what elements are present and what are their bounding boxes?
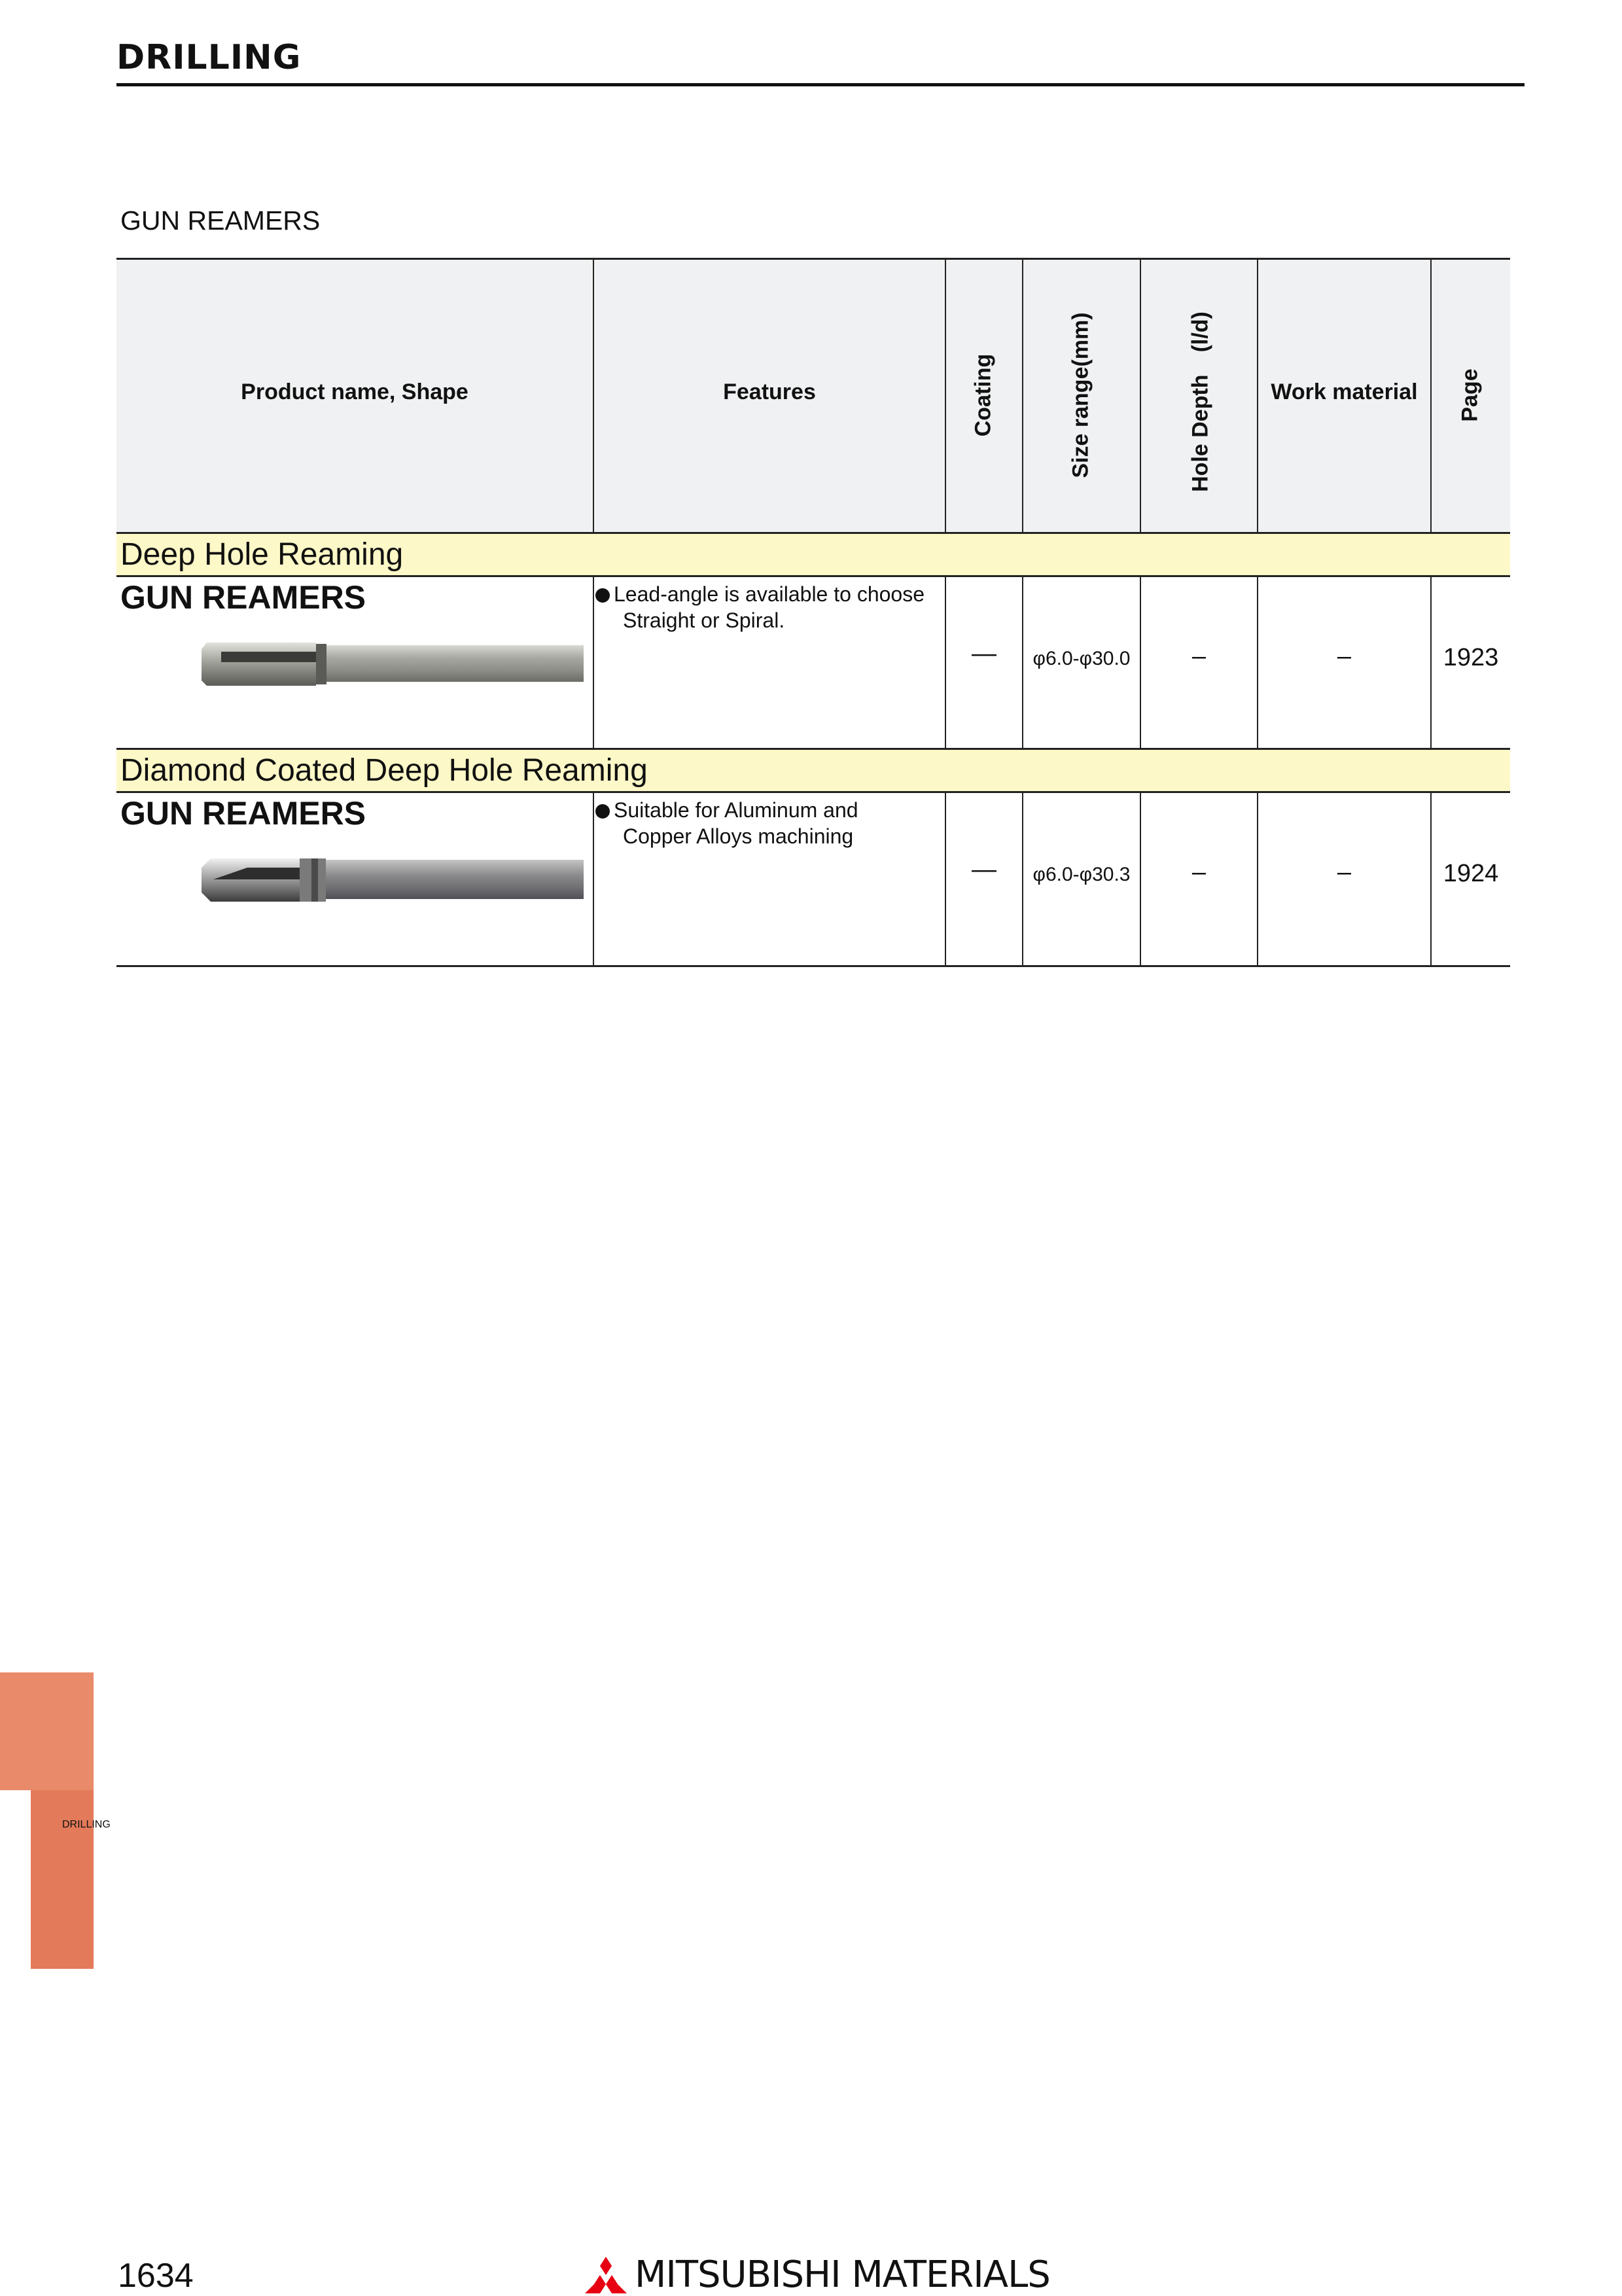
header-coating: Coating [970, 353, 996, 437]
column-rule [1022, 258, 1023, 533]
header-size-range: Size range(mm) [1068, 312, 1093, 478]
header-features: Features [723, 380, 816, 404]
gun-reamer-image [202, 637, 584, 691]
header-page: Page [1457, 368, 1483, 422]
table-rule [116, 258, 1510, 260]
material-value: – [1337, 643, 1352, 670]
diamond-gun-reamer-image [202, 853, 584, 907]
product-name: GUN REAMERS [120, 795, 366, 832]
bullet-icon [595, 804, 610, 819]
page-number: 1634 [118, 2257, 194, 2295]
column-rule [593, 791, 594, 966]
table-rule [116, 532, 1510, 534]
section-title: DRILLING [116, 38, 302, 77]
category-label: Deep Hole Reaming [120, 537, 404, 572]
category-label: Diamond Coated Deep Hole Reaming [120, 753, 648, 788]
brand-logo [585, 2253, 1050, 2296]
header-work-material: Work material [1271, 380, 1418, 404]
table-rule [116, 791, 1510, 793]
title-rule [116, 83, 1525, 86]
material-value: – [1337, 858, 1352, 886]
depth-value: – [1191, 643, 1207, 670]
size-value: φ6.0-φ30.3 [1032, 864, 1131, 885]
table-rule [116, 575, 1510, 577]
product-table [116, 258, 1510, 967]
product-name: GUN REAMERS [120, 579, 366, 616]
brand-name: MITSUBISHI MATERIALS [635, 2253, 1050, 2296]
column-rule [593, 575, 594, 749]
bullet-icon [595, 588, 610, 603]
coating-value: — [972, 856, 996, 883]
header-product: Product name, Shape [241, 380, 468, 404]
header-hole-depth: Hole Depth (l/d) [1188, 311, 1213, 492]
category-band [116, 533, 1510, 575]
coating-value: — [972, 640, 996, 667]
table-rule [116, 965, 1510, 967]
subtitle: GUN REAMERS [120, 205, 321, 236]
column-rule [945, 258, 946, 533]
feature-text: Suitable for Aluminum and Copper Alloys machining [595, 797, 858, 849]
side-tab-bottom [31, 1790, 94, 1969]
side-tab-label: DRILLING [62, 1819, 111, 1830]
three-diamonds-icon [585, 2257, 627, 2293]
size-value: φ6.0-φ30.0 [1032, 648, 1131, 669]
column-rule [1430, 258, 1432, 533]
table-rule [116, 748, 1510, 750]
page-reference[interactable]: 1923 [1443, 644, 1499, 671]
side-tab-top [0, 1672, 94, 1790]
page-reference[interactable]: 1924 [1443, 860, 1499, 887]
feature-text: Lead-angle is available to choose Straight or Spiral. [595, 581, 925, 633]
category-band [116, 749, 1510, 791]
column-rule [1140, 258, 1141, 533]
depth-value: – [1191, 858, 1207, 886]
